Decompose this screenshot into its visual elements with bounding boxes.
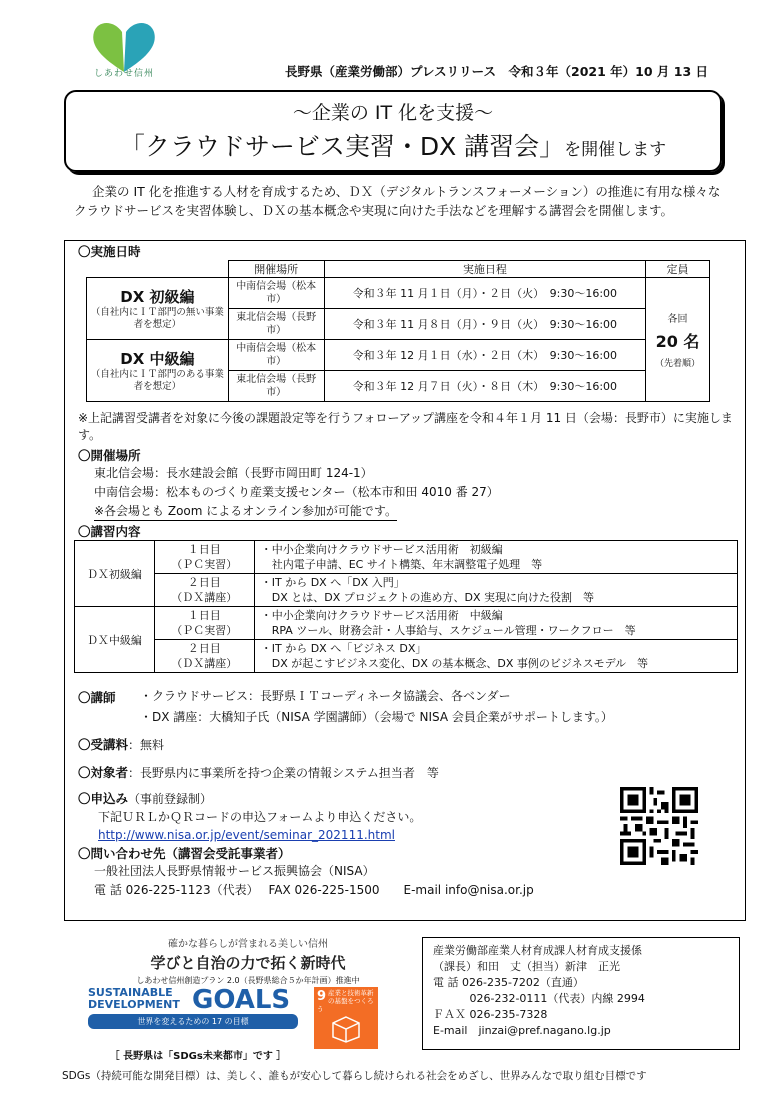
sdgs-logo-line1: SUSTAINABLE: [88, 986, 173, 999]
sdgs-goals-text: GOALS: [192, 985, 291, 1015]
day-type: （ＤＸ講座）: [171, 591, 238, 604]
fee-heading: 〇受講料: [78, 737, 129, 752]
intro-paragraph: 企業の IT 化を推進する人材を育成するため、ＤＸ（デジタルトランスフォーメーション）の推進に有用な様々なクラウドサービスを実習体験し、ＤＸの基本概念や実現に向けた手法などを理解する講習会を開催します。: [74, 184, 721, 218]
content-line: ・IT から DX へ「DX 入門」: [260, 576, 405, 589]
press-release-header: 長野県（産業労働部）プレスリリース 令和３年（2021 年）10 月 13 日: [285, 64, 708, 79]
fee-row: [78, 736, 164, 754]
venue-cell: 中南信会場（松本市）: [228, 278, 324, 309]
sdgs-goals-subtitle: 世界を変えるための 17 の目標: [88, 1014, 298, 1029]
dates-cell: 令和３年 12 月７日（火）・８日（木） 9:30～16:00: [324, 371, 645, 402]
lecturer-line: ・クラウドサービス：長野県ＩＴコーディネータ協議会、各ベンダー: [140, 689, 511, 703]
venue-cell: 中南信会場（松本市）: [228, 340, 324, 371]
apply-text: 下記ＵＲＬかＱＲコードの申込フォームより申込ください。: [98, 810, 422, 824]
day-type: （ＤＸ講座）: [171, 657, 238, 670]
venue-cell: 東北信会場（長野市）: [228, 309, 324, 340]
apply-row: [78, 790, 212, 808]
sdgs-block: [88, 935, 408, 1065]
content-line: 社内電子申請、EC サイト構築、年末調整電子処理 等: [260, 558, 543, 571]
cube-icon: [329, 1015, 363, 1043]
course-cell-beginner: [87, 278, 229, 340]
day-type: （ＰＣ実習）: [171, 558, 238, 571]
inquiry-org: 一般社団法人長野県情報サービス振興協会（NISA）: [94, 864, 375, 878]
content-course-name: ＤＸ初級編: [75, 541, 155, 607]
venue-cell: 東北信会場（長野市）: [228, 371, 324, 402]
venue-line: 東北信会場：長水建設会館（長野市岡田町 124-1）: [94, 466, 373, 480]
venue-heading: 〇開催場所: [78, 448, 141, 463]
course-name: DX 初級編: [120, 288, 195, 306]
content-line: ・中小企業向けクラウドサービス活用術 中級編: [260, 609, 503, 622]
sdgs-tagline: 確かな暮らしが営まれる美しい信州: [168, 939, 328, 950]
content-cell: [254, 640, 737, 673]
apply-heading: 〇申込み: [78, 791, 129, 806]
contact-line: 電 話 026-235-7202（直通）: [433, 976, 584, 989]
dates-cell: 令和３年 12 月１日（水）・２日（木） 9:30～16:00: [324, 340, 645, 371]
contact-line: E-mail jinzai@pref.nagano.lg.jp: [433, 1024, 611, 1037]
title-box: [64, 90, 722, 172]
dates-header: 実施日程: [324, 261, 645, 278]
sdgs-slogan: 学びと自治の力で拓く新時代: [150, 954, 346, 972]
followup-note: ※上記講習受講者を対象に今後の課題設定等を行うフォローアップ講座を令和４年１月 11 日（会場：長野市）に実施します。: [78, 411, 733, 442]
goal-number: 9: [317, 989, 327, 1004]
sdgs-future-city: ［ 長野県は「SDGs未来都市」です ］: [109, 1051, 287, 1062]
course-name: DX 中級編: [120, 350, 195, 368]
title-suffix: を開催します: [564, 140, 667, 160]
qr-code[interactable]: [620, 787, 698, 865]
sdgs-goal-9-icon: [314, 987, 378, 1049]
capacity-each: 各回: [667, 314, 688, 325]
content-line: ・中小企業向けクラウドサービス活用術 初級編: [260, 543, 503, 556]
contact-line: （課長）和田 丈（担当）新津 正光: [433, 960, 620, 973]
apply-note: （事前登録制）: [128, 792, 213, 806]
schedule-heading: 〇実施日時: [78, 244, 141, 259]
day-cell: [154, 640, 254, 673]
fee-value: ：無料: [128, 738, 165, 752]
contact-line: ＦＡＸ 026-235-7328: [433, 1008, 548, 1021]
title-subtitle: ～企業の IT 化を支援～: [292, 102, 494, 124]
capacity-header: 定員: [646, 261, 710, 278]
logo-text: しあわせ信州: [93, 69, 154, 79]
inquiry-contact: 電 話 026-225-1123（代表） FAX 026-225-1500 E-mail info@nisa.or.jp: [94, 883, 534, 897]
contact-line: 026-232-0111（代表）内線 2994: [433, 992, 645, 1005]
day-label: ２日目: [187, 642, 221, 655]
target-heading: 〇対象者: [78, 765, 129, 780]
content-line: RPA ツール、財務会計・人事給与、スケジュール管理・ワークフロー 等: [260, 624, 636, 637]
zoom-note: ※各会場とも Zoom によるオンライン参加が可能です。: [94, 502, 397, 521]
title-main-text: 「クラウドサービス実習・DX 講習会」: [119, 132, 565, 161]
day-type: （ＰＣ実習）: [171, 624, 238, 637]
capacity-number: 20 名: [655, 332, 700, 351]
course-cell-intermediate: [87, 340, 229, 402]
target-value: ：長野県内に事業所を持つ企業の情報システム担当者 等: [128, 766, 439, 780]
sdgs-plan: しあわせ信州創造プラン 2.0（長野県総合５か年計画）推進中: [136, 976, 360, 985]
capacity-note: （先着順）: [655, 359, 701, 369]
goal-text: 産業と技術革新の基盤をつくろう: [317, 989, 374, 1013]
sdgs-logo-line2: DEVELOPMENT: [88, 998, 180, 1011]
contact-line: 産業労働部産業人材育成課人材育成支援係: [433, 944, 642, 957]
apply-url-link[interactable]: http://www.nisa.or.jp/event/seminar_202111.html: [98, 828, 395, 842]
venue-line: 中南信会場：松本ものづくり産業支援センター（松本市和田 4010 番 27）: [94, 485, 499, 499]
course-note: （自社内にＩＴ部門のある事業者を想定）: [90, 369, 224, 392]
day-label: １日目: [187, 609, 221, 622]
day-label: １日目: [187, 543, 221, 556]
footer-note: SDGs（持続可能な開発目標）は、美しく、誰もが安心して暮らし続けられる社会をめざし、世界みんなで取り組む目標です: [62, 1070, 647, 1082]
course-note: （自社内にＩＴ部門の無い事業者を想定）: [90, 307, 224, 330]
content-course-name: ＤＸ中級編: [75, 607, 155, 673]
content-cell: [254, 541, 737, 574]
lecturer-heading: 〇講師: [78, 690, 116, 705]
content-cell: [254, 574, 737, 607]
contact-box: [422, 937, 740, 1050]
capacity-cell: [646, 278, 710, 402]
content-line: DX が起こすビジネス変化、DX の基本概念、DX 事例のビジネスモデル 等: [260, 657, 649, 670]
day-cell: [154, 574, 254, 607]
content-line: ・IT から DX へ「ビジネス DX」: [260, 642, 427, 655]
day-label: ２日目: [187, 576, 221, 589]
content-table: [74, 540, 738, 673]
target-row: [78, 764, 439, 782]
day-cell: [154, 541, 254, 574]
content-cell: [254, 607, 737, 640]
schedule-table: [86, 260, 710, 402]
qr-code-icon: [620, 787, 698, 865]
content-heading: 〇講習内容: [78, 524, 141, 539]
content-line: DX とは、DX プロジェクトの進め方、DX 実現に向けた役割 等: [260, 591, 595, 604]
sdgs-logo: [88, 987, 298, 1029]
day-cell: [154, 607, 254, 640]
venue-header: 開催場所: [228, 261, 324, 278]
dates-cell: 令和３年 11 月８日（月）・９日（火） 9:30～16:00: [324, 309, 645, 340]
lecturer-line: ・DX 講座：大橋知子氏（NISA 学園講師）（会場で NISA 会員企業がサポートします。）: [140, 710, 613, 724]
dates-cell: 令和３年 11 月１日（月）・２日（火） 9:30～16:00: [324, 278, 645, 309]
page-title: [66, 127, 720, 163]
inquiry-heading: 〇問い合わせ先（講習会受託事業者）: [78, 846, 291, 861]
